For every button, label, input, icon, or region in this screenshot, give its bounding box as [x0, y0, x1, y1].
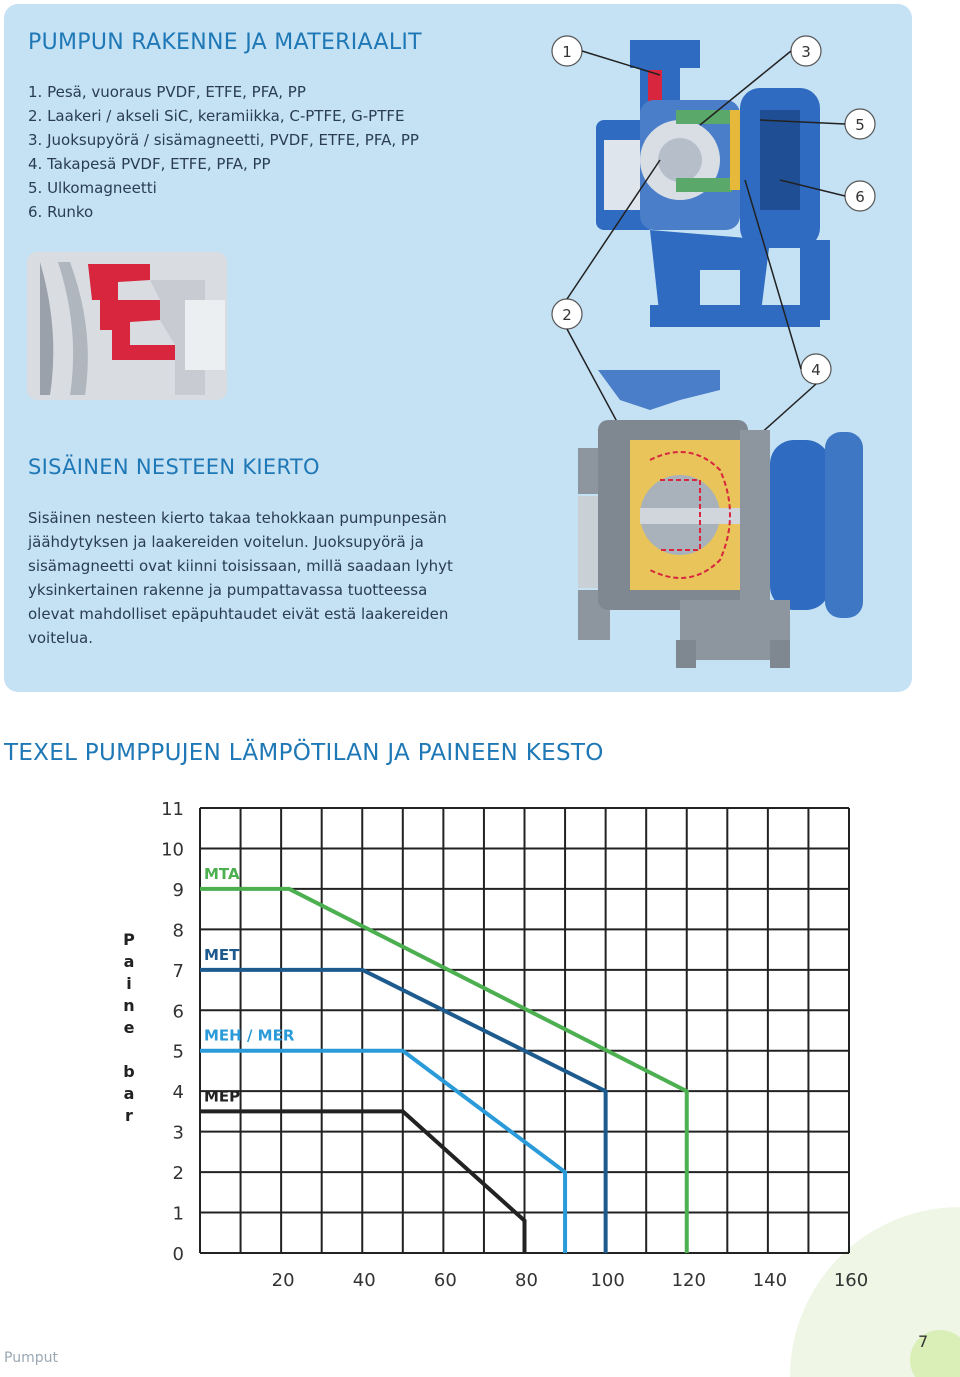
- y-tick-label: 9: [172, 879, 184, 901]
- y-axis-label-char: a: [123, 952, 135, 971]
- series-label: MEP: [204, 1087, 241, 1106]
- y-tick-label: 1: [172, 1203, 184, 1225]
- x-tick-label: 120: [671, 1270, 706, 1291]
- x-tick-label: 80: [515, 1270, 538, 1291]
- series-label: MEH / MER: [204, 1026, 295, 1045]
- circulation-text: Sisäinen nesteen kierto takaa tehokkaan pumpunpesän jäähdytyksen ja laakereiden voitelun. Juoksupyörä ja sisämagneetti ovat kiinni toisissaan, millä saadaan lyhyt yksinkertainen rakenne ja pumpattavassa tuotteessa olevat mahdolliset epäpuhtaudet eivät estä laakereiden voitelua.: [28, 509, 453, 647]
- list-item: 4. Takapesä PVDF, ETFE, PFA, PP: [28, 155, 271, 173]
- y-tick-label: 4: [172, 1082, 184, 1104]
- callout-5: 5: [855, 116, 865, 134]
- callout-4: 4: [811, 361, 821, 379]
- x-tick-label: 60: [433, 1270, 457, 1291]
- section-title-chart: TEXEL PUMPPUJEN LÄMPÖTILAN JA PAINEEN KESTO: [4, 740, 604, 766]
- series-line-meh-mer: [200, 1051, 565, 1253]
- x-tick-label: 100: [590, 1270, 625, 1291]
- y-tick-label: 6: [172, 1001, 184, 1023]
- x-tick-label: 140: [752, 1270, 788, 1291]
- y-axis-label-char: i: [126, 974, 132, 993]
- y-axis-label-char: P: [123, 930, 135, 949]
- callout-1: 1: [562, 43, 572, 61]
- y-axis-label-char: r: [125, 1106, 133, 1125]
- page-number: 7: [918, 1332, 929, 1351]
- y-axis-label-char: n: [123, 996, 135, 1015]
- list-item: 2. Laakeri / akseli SiC, keramiikka, C-PTFE, G-PTFE: [28, 107, 405, 125]
- x-tick-label: 160: [833, 1270, 869, 1291]
- section-title-structure: PUMPUN RAKENNE JA MATERIAALIT: [28, 30, 422, 55]
- list-item: 1. Pesä, vuoraus PVDF, ETFE, PFA, PP: [28, 83, 306, 101]
- x-tick-label: 20: [271, 1270, 295, 1291]
- list-item: 5. Ulkomagneetti: [28, 179, 157, 197]
- y-tick-label: 0: [172, 1244, 184, 1265]
- y-tick-label: 8: [172, 920, 184, 942]
- footer-label: Pumput: [4, 1350, 58, 1366]
- y-tick-label: 11: [161, 799, 184, 820]
- y-tick-label: 3: [172, 1122, 184, 1144]
- y-tick-label: 5: [172, 1041, 184, 1063]
- y-tick-label: 10: [161, 839, 184, 861]
- y-tick-label: 7: [172, 960, 184, 982]
- callout-6: 6: [855, 188, 865, 206]
- list-item: 6. Runko: [28, 203, 94, 221]
- y-tick-label: 2: [172, 1163, 184, 1185]
- list-item: 3. Juoksupyörä / sisämagneetti, PVDF, ETFE, PFA, PP: [28, 131, 419, 149]
- x-tick-label: 40: [352, 1270, 376, 1291]
- y-axis-label-char: e: [123, 1018, 135, 1037]
- callout-2: 2: [562, 306, 572, 324]
- series-label: MET: [204, 945, 240, 964]
- callout-3: 3: [801, 43, 811, 61]
- section-title-circulation: SISÄINEN NESTEEN KIERTO: [28, 455, 320, 479]
- y-axis-label-char: a: [123, 1084, 135, 1103]
- y-axis-label-char: b: [123, 1062, 135, 1081]
- series-label: MTA: [204, 864, 240, 883]
